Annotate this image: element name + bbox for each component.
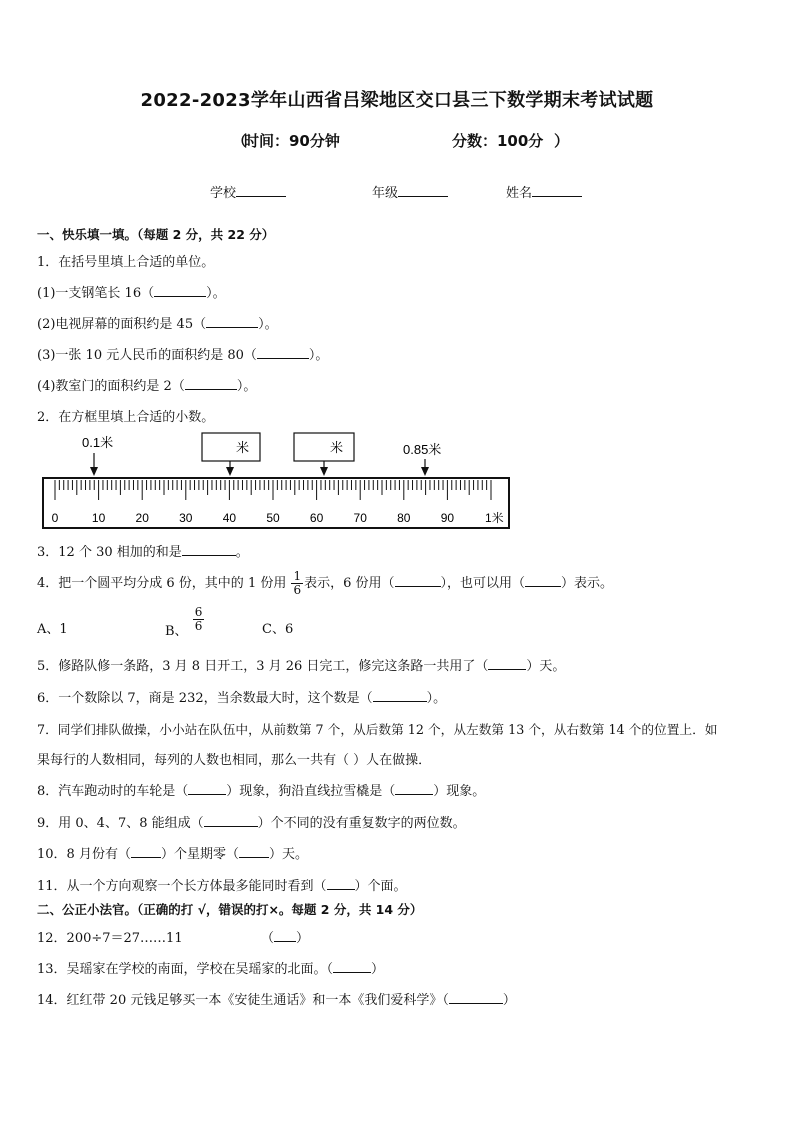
q4 [37, 570, 613, 597]
q3 [37, 541, 249, 560]
q4-option-b[interactable] [165, 605, 205, 639]
q5-blank[interactable] [488, 658, 526, 670]
ruler-tick-label: 40 [222, 511, 237, 525]
q8-post: ）现象。 [433, 784, 486, 799]
q1-item-4 [37, 375, 256, 394]
q4-fraction [291, 570, 303, 597]
grade-field [372, 182, 448, 201]
q10-pre: 10．8 月份有（ [37, 847, 131, 862]
q8-blank-2[interactable] [395, 783, 433, 795]
q12-paren-open: （ [261, 931, 275, 946]
q10-blank-1[interactable] [131, 846, 161, 858]
ruler-tick-label: 30 [179, 511, 193, 525]
school-field [210, 182, 286, 201]
grade-blank[interactable] [398, 184, 448, 197]
q4-option-b-label: B、 [165, 624, 188, 639]
name-blank[interactable] [532, 184, 582, 197]
name-label: 姓名 [506, 186, 533, 201]
q14-blank[interactable] [449, 992, 503, 1004]
q9-blank[interactable] [204, 815, 258, 827]
q11-pre: 11．从一个方向观察一个长方体最多能同时看到（ [37, 879, 327, 894]
q3-text: 3．12 个 30 相加的和是 [37, 545, 182, 560]
q7-line-2: 果每行的人数相同，每列的人数也相同，那么一共有（ ）人在做操． [37, 753, 432, 768]
q10-post: ）天。 [268, 847, 308, 862]
ruler-tick-label: 1米 [485, 511, 504, 525]
q4-mid: 表示，6 份用（ [304, 576, 395, 591]
ruler-tick-label: 70 [353, 511, 367, 525]
school-label: 学校 [210, 186, 237, 201]
q4-mid2: ），也可以用（ [440, 576, 526, 591]
ruler-ticks [55, 480, 491, 500]
q11-blank[interactable] [327, 878, 355, 890]
school-blank[interactable] [236, 184, 286, 197]
name-field [506, 182, 582, 201]
q9 [37, 812, 466, 831]
q1-item-3-pre: (3)一张 10 元人民币的面积约是 80（ [37, 348, 257, 363]
ruler-arrow-d-head [421, 467, 429, 476]
section-1-heading: 一、快乐填一填。（每题 2 分，共 22 分） [37, 227, 275, 242]
ruler-tick-label: 80 [397, 511, 411, 525]
q3-blank[interactable] [182, 544, 236, 556]
ruler-figure [40, 425, 520, 535]
q12-blank[interactable] [274, 930, 296, 942]
q4-fraction-denominator: 6 [293, 583, 302, 597]
exam-score: 分数：100分 [452, 132, 544, 150]
ruler-arrow-a-head [90, 467, 98, 476]
q8 [37, 780, 485, 799]
q13-blank[interactable] [333, 961, 371, 973]
answer-box-2[interactable] [294, 433, 354, 461]
q1-item-2 [37, 313, 278, 332]
q7-line-1: 7．同学们排队做操，小小站在队伍中，从前数第 7 个，从后数第 12 个，从左数第 13 个，从右数第 14 个的位置上．如 [37, 722, 718, 737]
q10-mid: ）个星期零（ [160, 847, 239, 862]
q4-blank-1[interactable] [395, 575, 441, 587]
ruler-arrow-b-head [226, 467, 234, 476]
q13-post: ） [371, 962, 385, 977]
q1-item-3-blank[interactable] [257, 347, 309, 359]
answer-box-1[interactable] [202, 433, 260, 461]
ruler-label-0-1: 0.1米 [82, 435, 114, 450]
grade-label: 年级 [372, 186, 399, 201]
q4-option-b-fraction [193, 606, 205, 633]
q1-item-4-post: ）。 [236, 379, 257, 394]
q10 [37, 843, 308, 862]
q5-post: ）天。 [526, 659, 566, 674]
subtitle-close-paren: ） [554, 132, 570, 150]
q8-blank-1[interactable] [188, 783, 226, 795]
ruler-svg [40, 425, 520, 535]
ruler-tick-label: 60 [309, 511, 324, 525]
q8-mid: ）现象，狗沿直线拉雪橇是（ [226, 784, 396, 799]
page-title: 2022-2023学年山西省吕梁地区交口县三下数学期末考试试题 [140, 90, 654, 111]
ruler-tick-labels [52, 510, 504, 525]
q4-pre: 4．把一个圆平均分成 6 份，其中的 1 份用 [37, 576, 287, 591]
q1-stem: 1．在括号里填上合适的单位。 [37, 255, 215, 270]
q4-fraction-numerator: 1 [293, 569, 302, 583]
q5-pre: 5．修路队修一条路，3 月 8 日开工，3 月 26 日完工，修完这条路一共用了（ [37, 659, 489, 674]
q6-post: ）。 [426, 691, 447, 706]
q11 [37, 875, 407, 894]
ruler-tick-label: 10 [91, 511, 106, 525]
ruler-tick-label: 50 [266, 511, 280, 525]
q4-option-b-denominator: 6 [194, 619, 203, 633]
q11-post: ）个面。 [354, 879, 407, 894]
q12-text: 12．200÷7＝27……11 [37, 931, 183, 946]
q1-item-3-post: ）。 [308, 348, 329, 363]
q1-item-2-blank[interactable] [206, 316, 258, 328]
q4-option-c[interactable]: C、6 [262, 622, 294, 637]
q1-item-1-blank[interactable] [154, 285, 206, 297]
subtitle-open-paren: （ [232, 132, 248, 150]
q10-blank-2[interactable] [239, 846, 269, 858]
ruler-tick-label: 90 [440, 511, 455, 525]
q9-pre: 9．用 0、4、7、8 能组成（ [37, 816, 204, 831]
q4-post: ）表示。 [561, 576, 614, 591]
ruler-tick-label: 0 [51, 511, 59, 525]
q2-stem: 2．在方框里填上合适的小数。 [37, 410, 215, 425]
answer-box-2-unit: 米 [330, 440, 344, 455]
q12 [37, 927, 310, 946]
q12-answer[interactable] [261, 927, 309, 946]
answer-box-1-unit: 米 [236, 440, 250, 455]
q1-item-3 [37, 344, 328, 363]
q6 [37, 687, 446, 706]
ruler-label-0-85: 0.85米 [403, 442, 442, 457]
q3-post: 。 [235, 545, 249, 560]
q1-item-1-pre: (1)一支钢笔长 16（ [37, 286, 155, 301]
ruler-arrow-c-head [320, 467, 328, 476]
q9-post: ）个不同的没有重复数字的两位数。 [257, 816, 466, 831]
q1-item-4-pre: (4)教室门的面积约是 2（ [37, 379, 185, 394]
q6-pre: 6．一个数除以 7，商是 232，当余数最大时，这个数是（ [37, 691, 373, 706]
q12-paren-close: ） [296, 931, 310, 946]
q1-item-1-post: ）。 [206, 286, 226, 301]
q1-item-4-blank[interactable] [185, 378, 237, 390]
q1-item-1 [37, 282, 226, 301]
q4-options [37, 618, 68, 637]
q1-item-2-post: ）。 [258, 317, 278, 332]
q5 [37, 655, 565, 674]
ruler-tick-label: 20 [135, 511, 149, 525]
q4-blank-2[interactable] [525, 575, 561, 587]
q4-option-a[interactable]: A、1 [37, 622, 68, 637]
q13-pre: 13．吴瑶家在学校的南面，学校在吴瑶家的北面。（ [37, 962, 334, 977]
exam-time: 时间：90分钟 [244, 132, 340, 150]
q14-post: ） [502, 993, 516, 1008]
q8-pre: 8．汽车跑动时的车轮是（ [37, 784, 189, 799]
q13 [37, 958, 384, 977]
q4-option-b-numerator: 6 [194, 605, 203, 619]
q6-blank[interactable] [373, 690, 427, 702]
q1-item-2-pre: (2)电视屏幕的面积约是 45（ [37, 317, 207, 332]
q14 [37, 989, 516, 1008]
section-2-heading: 二、公正小法官。（正确的打 √，错误的打×。每题 2 分，共 14 分） [37, 902, 423, 917]
q14-pre: 14．红红带 20 元钱足够买一本《安徒生通话》和一本《我们爱科学》（ [37, 993, 449, 1008]
